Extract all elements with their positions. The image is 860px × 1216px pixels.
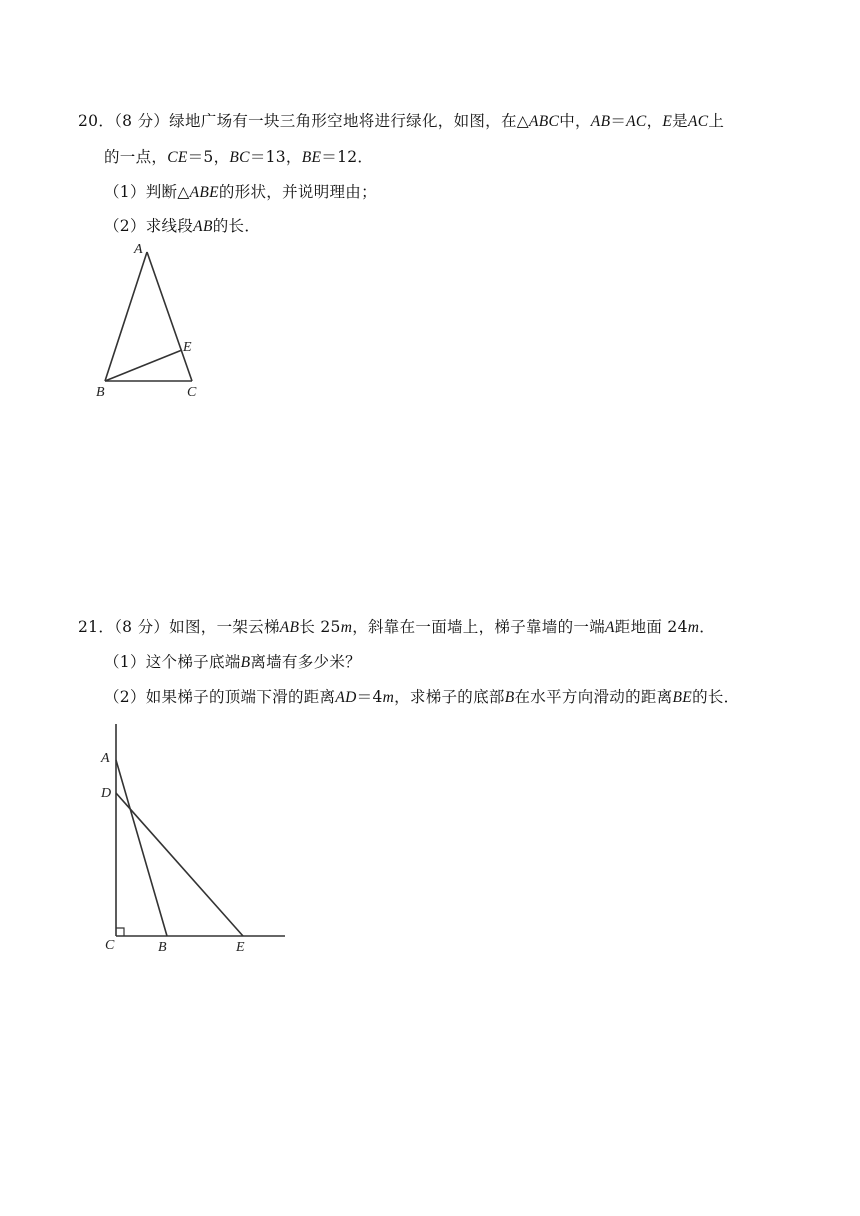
problem-20-question-1	[104, 182, 377, 203]
label-a: A	[134, 242, 143, 257]
right-angle-mark	[116, 928, 124, 936]
problem-21-line-1	[78, 617, 715, 638]
label-b: B	[158, 940, 167, 955]
text: （1）这个梯子底端	[104, 653, 241, 671]
text: 离墙有多少米？	[250, 653, 361, 671]
math-var: ABC	[529, 113, 560, 130]
label-c: C	[105, 938, 115, 953]
label-c: C	[187, 385, 197, 400]
text: ＝13，	[249, 148, 302, 166]
text: ＝4	[356, 688, 383, 706]
math-var: AC	[626, 113, 647, 130]
text: ．	[699, 618, 716, 636]
label-a: A	[101, 751, 110, 766]
text: 长 25	[299, 618, 341, 636]
text: 中，	[559, 112, 591, 130]
text: 的长．	[692, 688, 740, 706]
segment-be	[105, 350, 182, 381]
text: 上	[708, 112, 725, 130]
text: 如图，一架云梯	[169, 618, 280, 636]
problem-20-line-1	[78, 111, 724, 132]
math-var: BE	[672, 689, 693, 706]
label-e: E	[236, 940, 245, 955]
text: ＝12．	[321, 148, 374, 166]
segment-ac	[147, 252, 192, 381]
text: 绿地广场有一块三角形空地将进行绿化，如图，在△	[169, 112, 529, 130]
text: 的一点，	[104, 148, 168, 166]
text: 的形状，并说明理由；	[218, 183, 377, 201]
segment-ab	[105, 252, 147, 381]
problem-20-question-2	[104, 216, 260, 237]
math-var: m	[687, 619, 700, 636]
problem-number: 20．	[78, 112, 115, 130]
ladder-ab	[116, 760, 167, 936]
problem-score: （8 分）	[114, 112, 170, 130]
math-var: AB	[279, 619, 300, 636]
math-var: E	[662, 113, 673, 130]
text: 在水平方向滑动的距离	[514, 688, 673, 706]
label-d: D	[101, 786, 112, 801]
text: （2）求线段	[104, 217, 194, 235]
text: （2）如果梯子的顶端下滑的距离	[104, 688, 336, 706]
math-var: m	[340, 619, 353, 636]
math-var: AC	[687, 113, 709, 130]
math-var: ABE	[189, 184, 219, 201]
math-var: B	[240, 654, 251, 671]
text: ，斜靠在一面墙上，梯子靠墙的一端	[352, 618, 605, 636]
math-var: AB	[193, 218, 213, 235]
problem-20-line-2	[104, 147, 373, 168]
math-var: B	[504, 689, 515, 706]
text: ，求梯子的底部	[394, 688, 505, 706]
ladder-de	[116, 793, 243, 936]
label-e: E	[183, 340, 192, 355]
math-var: BE	[301, 149, 322, 166]
problem-score: （8 分）	[114, 618, 170, 636]
text: ＝	[610, 112, 627, 130]
math-var: A	[605, 619, 615, 636]
problem-21-question-1	[104, 652, 361, 673]
text: 距地面 24	[614, 618, 688, 636]
math-var: BC	[229, 149, 250, 166]
problem-21-question-2	[104, 687, 739, 708]
text: ，	[646, 112, 663, 130]
math-var: CE	[167, 149, 188, 166]
text: 的长．	[212, 217, 261, 235]
text: （1）判断△	[104, 183, 190, 201]
text: 是	[672, 112, 688, 130]
text: ＝5，	[187, 148, 230, 166]
math-var: AB	[590, 113, 611, 130]
math-var: m	[382, 689, 395, 706]
math-var: AD	[335, 689, 357, 706]
label-b: B	[96, 385, 105, 400]
problem-number: 21．	[78, 618, 115, 636]
